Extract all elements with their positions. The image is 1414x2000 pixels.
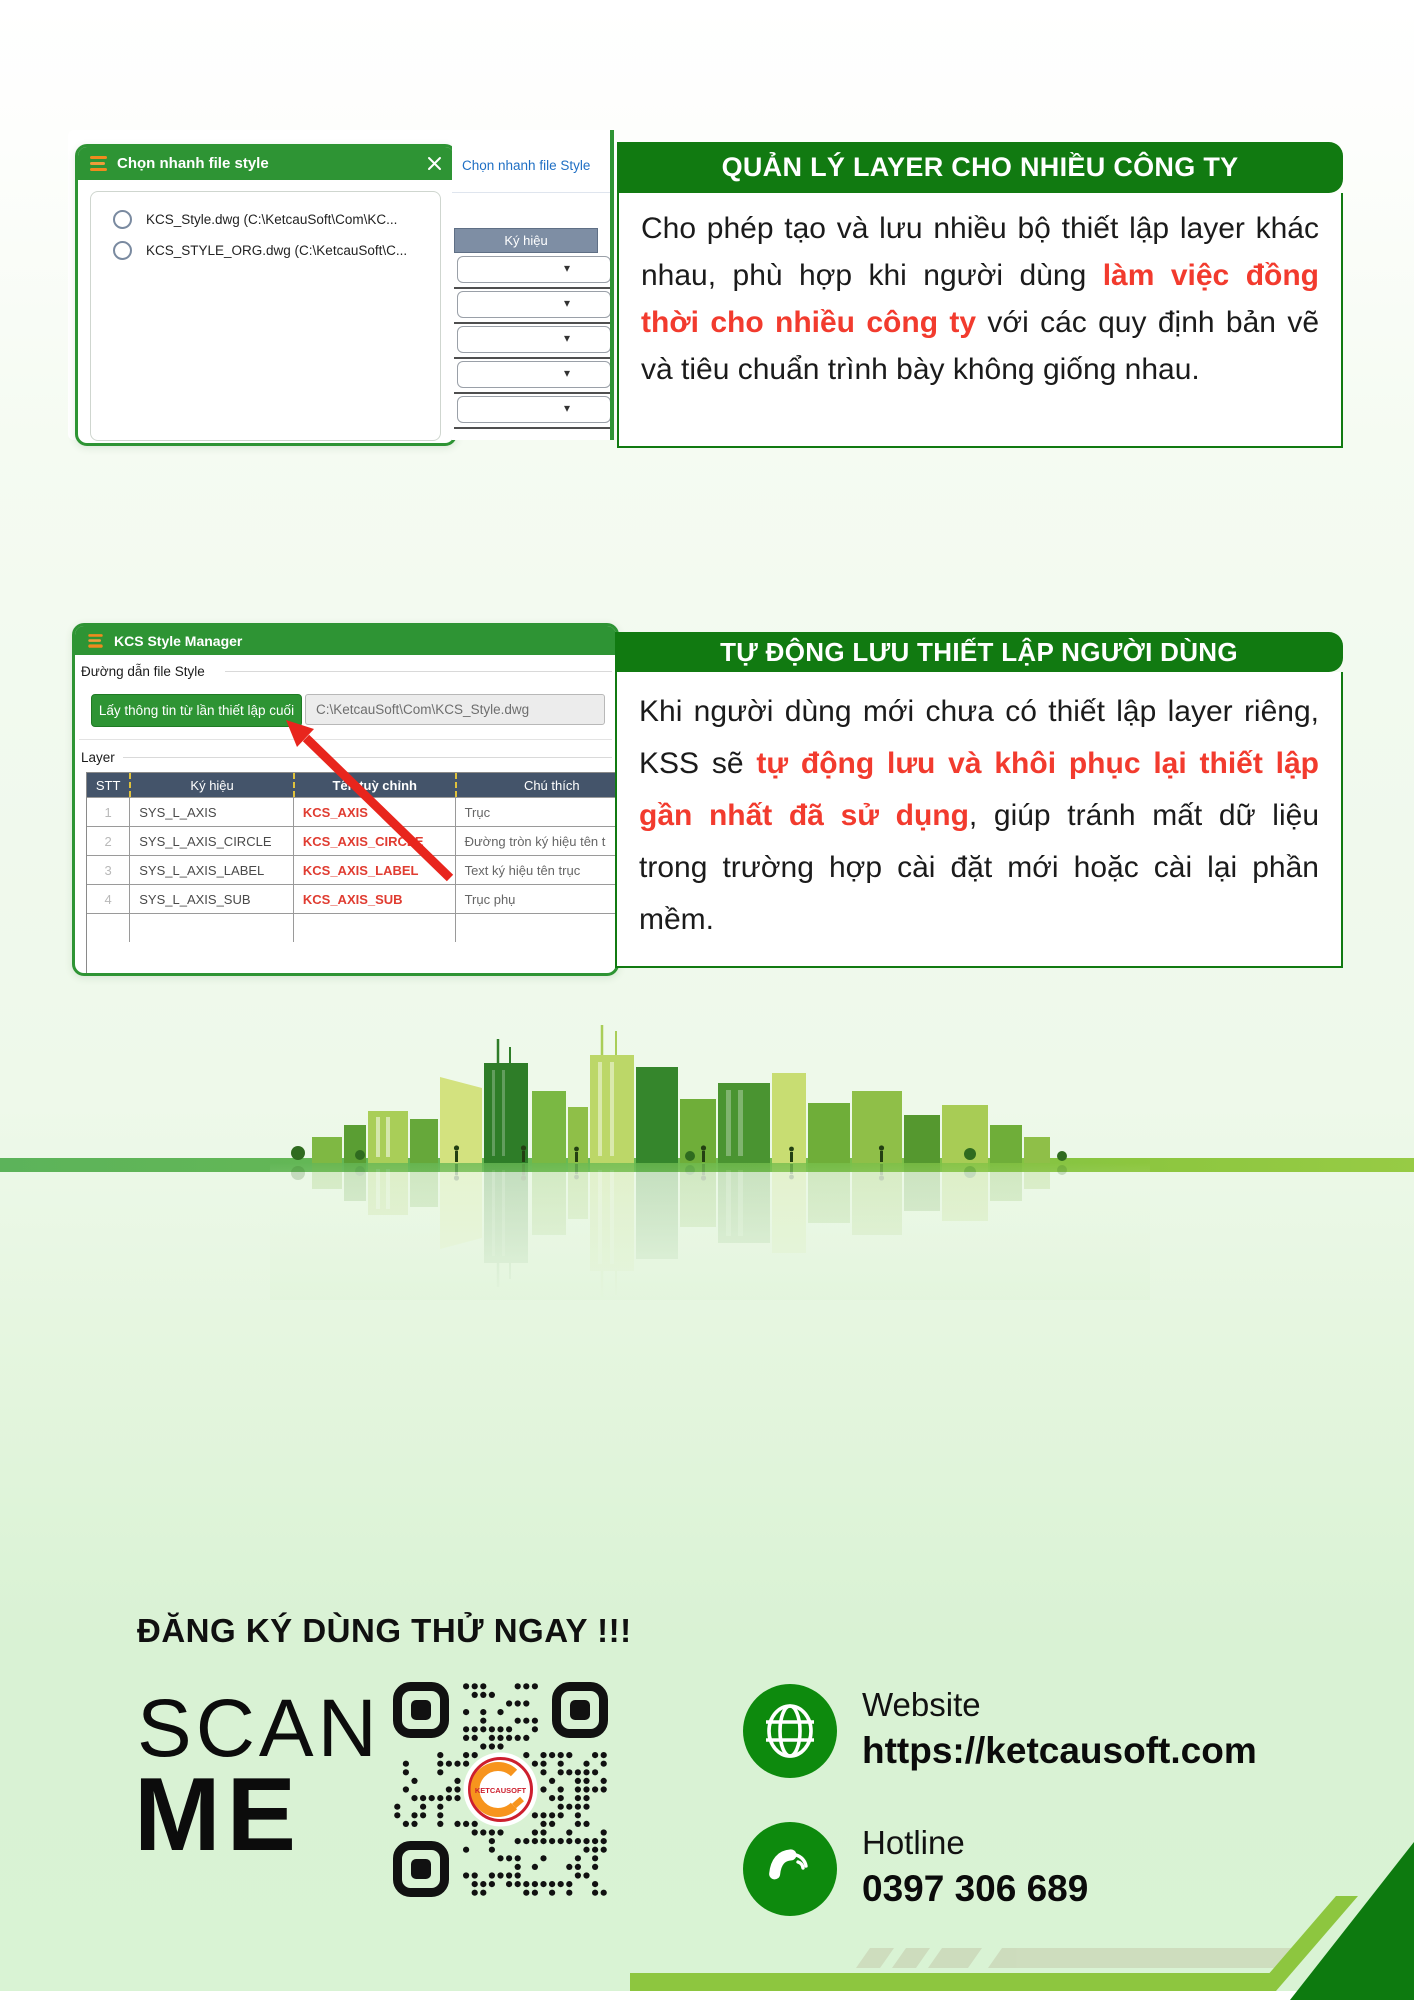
radio-circle-icon[interactable] (113, 210, 132, 229)
layer-dropdown[interactable] (457, 326, 611, 353)
red-annotation-arrow (280, 710, 465, 890)
window-titlebar[interactable] (75, 626, 616, 655)
table-cell: SYS_L_AXIS_LABEL (129, 856, 293, 884)
bottom-decor-stripes (0, 1840, 1414, 2000)
chevron-down-icon: ▾ (563, 296, 570, 310)
panel-title-link[interactable]: Chọn nhanh file Style (462, 158, 591, 173)
panel-chon-nhanh-file-style (452, 130, 614, 440)
table-cell: 3 (104, 862, 112, 878)
column-header: Ký hiệu (129, 773, 293, 797)
table-row (454, 357, 610, 394)
layer-dropdown[interactable] (457, 256, 611, 283)
table-row (454, 392, 610, 429)
radio-label: KCS_STYLE_ORG.dwg (C:\KetcauSoft\C... (146, 243, 408, 258)
style-path-field[interactable]: C:\KetcauSoft\Com\KCS_Style.dwg (305, 694, 605, 725)
radio-circle-icon[interactable] (113, 241, 132, 260)
menu-icon[interactable] (88, 634, 102, 647)
window-title: KCS Style Manager (114, 632, 243, 649)
me-text: ME (134, 1757, 302, 1873)
radio-label: KCS_Style.dwg (C:\KetcauSoft\Com\KC... (146, 212, 398, 227)
hotline-number[interactable]: 0397 306 689 (862, 1868, 1089, 1909)
column-header: Tên tuỳ chỉnh (293, 773, 455, 797)
table-cell: Trục (455, 798, 619, 826)
table-row (454, 252, 610, 289)
feature-title: TỰ ĐỘNG LƯU THIẾT LẬP NGƯỜI DÙNG (615, 632, 1343, 672)
table-cell: 2 (104, 833, 112, 849)
column-header: STT (95, 777, 121, 793)
radio-option[interactable] (91, 235, 440, 266)
website-icon-circle (743, 1684, 837, 1778)
table-cell: SYS_L_AXIS (129, 798, 293, 826)
table-cell: Text ký hiệu tên trục (455, 856, 619, 884)
table-row (454, 287, 610, 324)
feature-card-auto-save (615, 632, 1343, 968)
table-cell: SYS_L_AXIS_CIRCLE (129, 827, 293, 855)
chevron-down-icon: ▾ (563, 261, 570, 275)
table-cell: KCS_AXIS_LABEL (293, 856, 455, 884)
website-label: Website (862, 1686, 981, 1723)
dialog-title: Chọn nhanh file style (117, 155, 269, 172)
layer-dropdown[interactable] (457, 396, 611, 423)
cta-heading: ĐĂNG KÝ DÙNG THỬ NGAY !!! (137, 1612, 632, 1649)
close-icon[interactable] (427, 156, 442, 171)
layer-dropdown[interactable] (457, 361, 611, 388)
menu-icon[interactable] (90, 156, 107, 172)
website-url[interactable]: https://ketcausoft.com (862, 1730, 1257, 1771)
feature-body: Khi người dùng mới chưa có thiết lập layer riêng, KSS sẽ tự động lưu và khôi phục lại thiết lập gần nhất đã sử dụng, giúp tránh mất dữ liệu trong trường hợp cài đặt mới hoặc cài lại phần mềm. (615, 672, 1343, 968)
table-cell: Trục phụ (455, 885, 619, 913)
feature-body: Cho phép tạo và lưu nhiều bộ thiết lập layer khác nhau, phù hợp khi người dùng làm việc đồng thời cho nhiều công ty với các quy định bản vẽ và tiêu chuẩn trình bày không giống nhau. (617, 193, 1343, 448)
globe-icon (761, 1702, 819, 1760)
feature-card-layer-management (617, 142, 1343, 448)
table-cell: SYS_L_AXIS_SUB (129, 885, 293, 913)
table-row (454, 322, 610, 359)
hotline-label: Hotline (862, 1824, 965, 1861)
green-city-illustration (270, 1020, 1150, 1300)
table-row-partial (87, 913, 619, 942)
column-header: Chú thích (455, 773, 619, 797)
svg-text:KETCAUSOFT: KETCAUSOFT (474, 1786, 527, 1795)
chevron-down-icon: ▾ (563, 401, 570, 415)
radio-option[interactable] (91, 204, 440, 235)
table-cell: KCS_AXIS (293, 798, 455, 826)
style-file-list (90, 191, 441, 441)
chevron-down-icon: ▾ (563, 366, 570, 380)
table-cell: 1 (104, 804, 112, 820)
dialog-titlebar[interactable] (78, 147, 454, 180)
table-cell: KCS_AXIS_SUB (293, 885, 455, 913)
feature-title: QUẢN LÝ LAYER CHO NHIỀU CÔNG TY (617, 142, 1343, 193)
column-header-ky-hieu: Ký hiệu (454, 228, 598, 253)
chevron-down-icon: ▾ (563, 331, 570, 345)
scan-text: SCAN (137, 1683, 381, 1774)
dialog-chon-nhanh-file-style (75, 144, 457, 446)
get-last-settings-button[interactable]: Lấy thông tin từ lần thiết lập cuối (91, 694, 302, 727)
group-label-path: Đường dẫn file Style (81, 664, 205, 679)
layer-dropdown[interactable] (457, 291, 611, 318)
table-cell: KCS_AXIS_CIRCLE (293, 827, 455, 855)
group-label-layer: Layer (81, 750, 115, 765)
table-cell: Đường tròn ký hiệu tên t (455, 827, 619, 855)
table-cell: 4 (104, 891, 112, 907)
combo-list (452, 252, 610, 432)
